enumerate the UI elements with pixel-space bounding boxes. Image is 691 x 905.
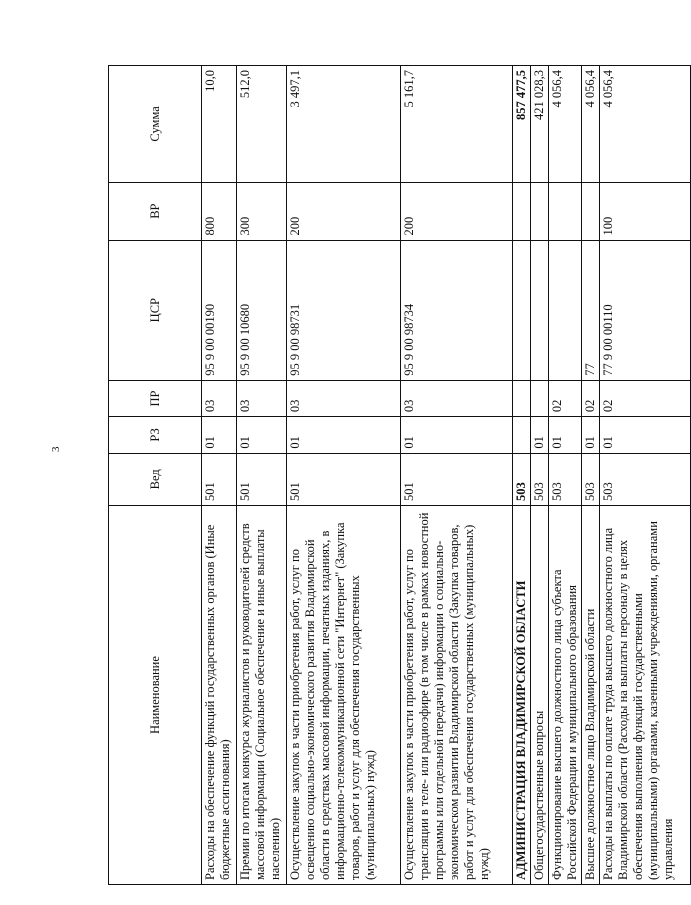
cell-rz: 01: [531, 417, 549, 453]
cell-sum: 4 056,4: [600, 66, 691, 183]
table-row: [531, 66, 549, 885]
cell-rz: 01: [202, 417, 237, 453]
cell-csr: 95 9 00 98731: [287, 240, 401, 380]
cell-pr: 03: [401, 380, 513, 416]
cell-name: Общегосударственные вопросы: [531, 506, 549, 885]
table-row-department: [513, 66, 531, 885]
cell-ved: 501: [401, 453, 513, 505]
header-rz: РЗ: [109, 417, 202, 453]
header-pr: ПР: [109, 380, 202, 416]
cell-pr: [513, 380, 531, 416]
cell-sum: 3 497,1: [287, 66, 401, 183]
cell-rz: [513, 417, 531, 453]
cell-ved: 501: [237, 453, 287, 505]
cell-rz: 01: [549, 417, 582, 453]
table-row: [237, 66, 287, 885]
cell-name: Осуществление закупок в части приобретения работ, услуг по трансляции в теле- или радиоэфире (в том числе в рамках новостной программы или отдельной передачи) информации о социально-экономическом развитии Владимирской области (Закупка товаров, работ и услуг для обеспечения государственных (муниципальных) нужд): [401, 506, 513, 885]
cell-name: Осуществление закупок в части приобретения работ, услуг по освещению социально-экономического развития Владимирской области в средствах массовой информации, печатных изданиях, в информационно-телекоммуникационной сети "Интернет" (Закупка товаров, работ и услуг для обеспечения государственных (муниципальных) нужд): [287, 506, 401, 885]
cell-pr: 03: [287, 380, 401, 416]
cell-rz: 01: [600, 417, 691, 453]
table-header-row: [109, 66, 202, 885]
cell-ved: 503: [531, 453, 549, 505]
cell-rz: 01: [582, 417, 600, 453]
cell-ved: 503: [549, 453, 582, 505]
cell-rz: 01: [401, 417, 513, 453]
cell-name: Высшее должностное лицо Владимирской области: [582, 506, 600, 885]
cell-vr: [549, 182, 582, 240]
cell-sum: 4 056,4: [549, 66, 582, 183]
cell-vr: [582, 182, 600, 240]
cell-vr: [513, 182, 531, 240]
page-number: 3: [50, 446, 62, 452]
cell-name: Расходы на выплаты по оплате труда высшего должностного лица Владимирской области (Расходы на выплаты персоналу в целях обеспечения выполнения функций государственными (муниципальными) органами, казенными учреждениями, органами управления: [600, 506, 691, 885]
cell-vr: 200: [401, 182, 513, 240]
cell-sum: 10,0: [202, 66, 237, 183]
cell-name: Расходы на обеспечение функций государственных органов (Иные бюджетные ассигнования): [202, 506, 237, 885]
cell-ved: 501: [287, 453, 401, 505]
cell-sum: 857 477,5: [513, 66, 531, 183]
cell-sum: 421 028,3: [531, 66, 549, 183]
cell-csr: 95 9 00 00190: [202, 240, 237, 380]
cell-ved: 501: [202, 453, 237, 505]
header-ved: Вед: [109, 453, 202, 505]
budget-table-rotated: [108, 65, 675, 885]
cell-vr: [531, 182, 549, 240]
cell-ved: 503: [513, 453, 531, 505]
table-row: [582, 66, 600, 885]
budget-table: [108, 65, 691, 885]
cell-pr: 02: [582, 380, 600, 416]
table-row: [549, 66, 582, 885]
header-sum: Сумма: [109, 66, 202, 183]
cell-sum: 5 161,7: [401, 66, 513, 183]
cell-ved: 503: [600, 453, 691, 505]
cell-rz: 01: [287, 417, 401, 453]
table-row: [287, 66, 401, 885]
cell-pr: 02: [600, 380, 691, 416]
cell-vr: 100: [600, 182, 691, 240]
table-row: [401, 66, 513, 885]
cell-name: АДМИНИСТРАЦИЯ ВЛАДИМИРСКОЙ ОБЛАСТИ: [513, 506, 531, 885]
cell-sum: 4 056,4: [582, 66, 600, 183]
cell-name: Функционирование высшего должностного лица субъекта Российской Федерации и муниципального образования: [549, 506, 582, 885]
cell-pr: 03: [202, 380, 237, 416]
cell-ved: 503: [582, 453, 600, 505]
cell-vr: 300: [237, 182, 287, 240]
table-row: [600, 66, 691, 885]
cell-csr: [531, 240, 549, 380]
cell-pr: 02: [549, 380, 582, 416]
cell-csr: 77: [582, 240, 600, 380]
cell-vr: 800: [202, 182, 237, 240]
table-row: [202, 66, 237, 885]
cell-csr: 77 9 00 00110: [600, 240, 691, 380]
header-name: Наименование: [109, 506, 202, 885]
cell-csr: [513, 240, 531, 380]
header-csr: ЦСР: [109, 240, 202, 380]
cell-csr: [549, 240, 582, 380]
cell-rz: 01: [237, 417, 287, 453]
cell-sum: 512,0: [237, 66, 287, 183]
header-vr: ВР: [109, 182, 202, 240]
cell-csr: 95 9 00 10680: [237, 240, 287, 380]
cell-csr: 95 9 00 98734: [401, 240, 513, 380]
cell-pr: [531, 380, 549, 416]
cell-pr: 03: [237, 380, 287, 416]
cell-vr: 200: [287, 182, 401, 240]
cell-name: Премии по итогам конкурса журналистов и руководителей средств массовой информации (Социальное обеспечение и иные выплаты населению): [237, 506, 287, 885]
